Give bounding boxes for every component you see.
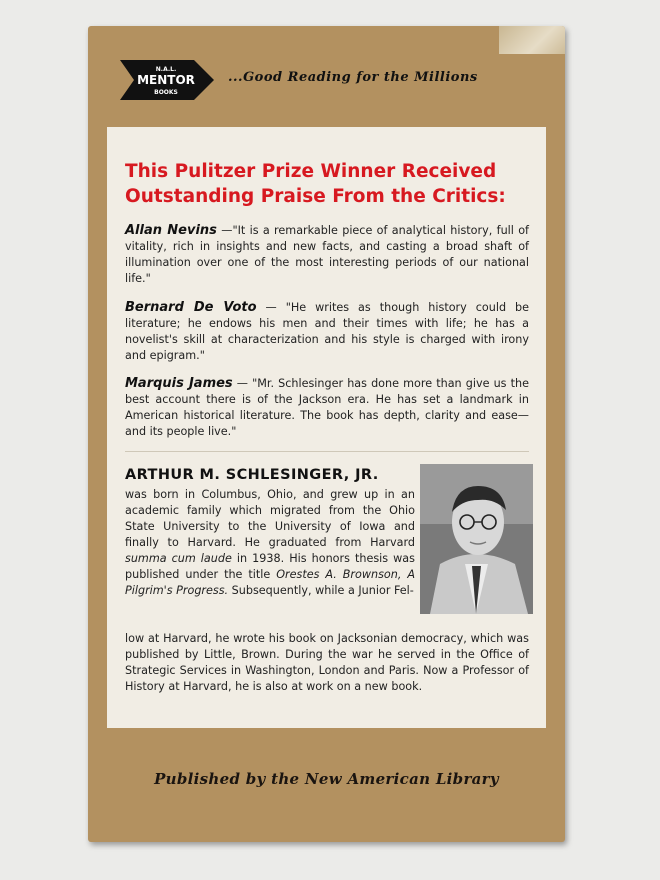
bio-text: was born in Columbus, Ohio, and grew up in an academic family which migrated from the Ohio State University to the University of Iowa and finally to Harvard. He graduated from Harvard [125,488,415,549]
quote-text: — "He writes as though history could be literature; he endows his men and their times with life; he has a novelist's skill at characterization and his style is charged with irony and epigram." [125,301,529,362]
critic-name: Allan Nevins [125,223,217,238]
bio-text-2: in 1938. His honors thesis was published under the title [125,552,415,581]
author-photo [420,464,533,614]
divider [125,451,529,452]
quote-devoto [125,300,529,364]
bio-thesis-title: Orestes A. Brownson, A Pilgrim's Progress. [125,568,416,597]
critic-name: Bernard De Voto [125,300,257,315]
logo-line2: MENTOR [137,73,195,87]
book-back-cover [88,26,565,842]
logo-line1: N.A.L. [155,66,177,73]
content-panel [107,127,546,728]
headline: This Pulitzer Prize Winner Received Outstanding Praise From the Critics: [125,161,506,207]
bio-honors: summa cum laude [125,552,232,565]
author-bio-continued: low at Harvard, he wrote his book on Jacksonian democracy, which was published by Little, Brown. During the war he served in the Office of Strategic Services in Washington, London and Paris. Now a Professor of History at Harvard, he is also at work on a new book. [125,632,529,693]
quote-text: — "Mr. Schlesinger has done more than give us the best account there is of the Jackson era. He has set a landmark in American historical literature. The book has depth, clarity and ease—and its people live." [125,377,529,438]
publisher-line: Published by the New American Library [154,770,499,788]
author-bio [125,487,415,599]
top-band [88,26,565,126]
author-name: ARTHUR M. SCHLESINGER, JR. [125,467,379,483]
mentor-logo [120,60,214,100]
critic-name: Marquis James [125,376,233,391]
quote-text: —"It is a remarkable piece of analytical history, full of vitality, rich in insights and new facts, and casting a broad shaft of illumination over one of the most interesting periods of our national life." [125,224,529,285]
bio-text-3: Subsequently, while a Junior Fel- [228,584,414,597]
tagline: ...Good Reading for the Millions [228,70,478,85]
quote-nevins [125,223,529,287]
logo-line3: BOOKS [154,89,178,96]
quote-james [125,376,529,440]
